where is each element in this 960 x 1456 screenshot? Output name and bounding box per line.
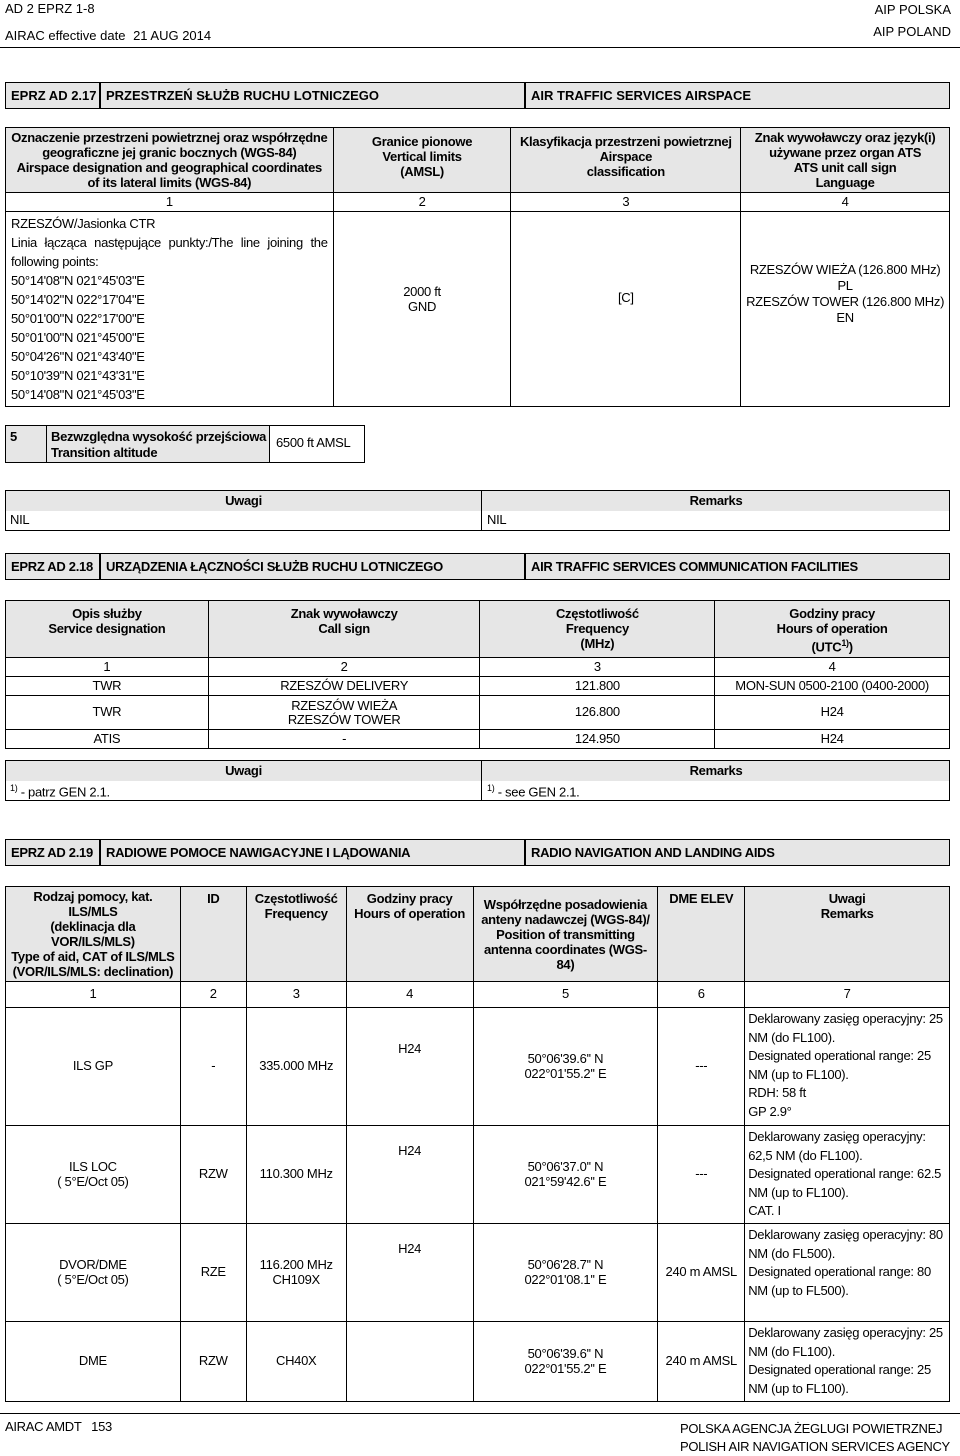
hours-cell: H24 [346, 1224, 473, 1322]
coords-cell: 50°06'37.0'' N 021°59'42.6'' E [473, 1126, 658, 1224]
agency-pl: POLSKA AGENCJA ŻEGLUGI POWIETRZNEJ [680, 1421, 943, 1436]
id-cell: RZW [180, 1322, 246, 1402]
col-num: 5 [473, 982, 658, 1008]
coords-cell: 50°06'39.6'' N 022°01'55.2'' E [473, 1008, 658, 1126]
table-row [6, 1224, 950, 1322]
remarks-header [6, 491, 949, 511]
table-row [6, 1322, 950, 1402]
section-code: EPRZ AD 2.19 [5, 839, 100, 866]
section-title-pl: URZĄDZENIA ŁĄCZNOŚCI SŁUŻB RUCHU LOTNICZEGO [100, 553, 525, 580]
section-2-19-bar [5, 839, 950, 866]
service-cell: ATIS [6, 730, 209, 749]
section-title-pl: RADIOWE POMOCE NAWIGACYJNE I LĄDOWANIA [100, 839, 525, 866]
col-num: 1 [6, 982, 181, 1008]
id-cell: RZE [180, 1224, 246, 1322]
remarks-head-pl: Uwagi [225, 493, 262, 508]
remarks-cell: Deklarowany zasięg operacyjny: 25 NM (do FL100). Designated operational range: 25 NM (up to FL100). RDH: 58 ft GP 2.9° [745, 1008, 950, 1126]
col-num: 1 [6, 193, 334, 212]
remarks-box [5, 490, 950, 531]
airac-date: 21 AUG 2014 [133, 28, 212, 43]
callsign-cell: RZESZÓW DELIVERY [208, 677, 480, 696]
classification-value: [C] [511, 212, 741, 407]
id-cell: RZW [180, 1126, 246, 1224]
freq-cell: 116.200 MHz CH109X [246, 1224, 346, 1322]
col-num: 4 [346, 982, 473, 1008]
divider [481, 491, 482, 530]
aid-type-cell: DVOR/DME ( 5°E/Oct 05) [6, 1224, 181, 1322]
aid-type-cell: ILS LOC ( 5°E/Oct 05) [6, 1126, 181, 1224]
col-hours: Godziny pracy Hours of operation [346, 887, 473, 982]
freq-cell: 124.950 [480, 730, 715, 749]
elev-cell: 240 m AMSL [658, 1322, 745, 1402]
ctr-lateral-limits [6, 212, 334, 407]
remarks-value-pl: NIL [10, 512, 30, 527]
page-id: AD 2 EPRZ 1-8 [5, 1, 95, 16]
header-divider [0, 47, 960, 48]
table-header-row [6, 128, 950, 193]
utc-note: (UTC$^{1)}$) [811, 638, 853, 655]
col-num: 7 [745, 982, 950, 1008]
col-callsign-language: Znak wywoławczy oraz język(i) używane przez organ ATS ATS unit call sign Language [741, 128, 950, 193]
table-header-row [6, 601, 950, 658]
col-classification: Klasyfikacja przestrzeni powietrznej Airspace classification [511, 128, 741, 193]
remarks-value-en: NIL [487, 512, 507, 527]
table-row [6, 212, 950, 407]
section-title-en: AIR TRAFFIC SERVICES AIRSPACE [525, 82, 950, 109]
elev-cell: --- [658, 1126, 745, 1224]
transition-altitude-label-box [5, 425, 270, 463]
aid-type-cell: DME [6, 1322, 181, 1402]
airac-effective [5, 29, 211, 44]
col-num: 3 [246, 982, 346, 1008]
section-2-18-bar [5, 553, 950, 580]
remarks-cell: Deklarowany zasięg operacyjny: 25 NM (do FL100). Designated operational range: 25 NM (up to FL100). [745, 1322, 950, 1402]
coord-point: 50°14'08"N 021°45'03"E [11, 387, 145, 402]
remarks-cell: Deklarowany zasięg operacyjny: 80 NM (do FL500). Designated operational range: 80 NM (up to FL500). [745, 1224, 950, 1322]
column-number-row [6, 193, 950, 212]
col-id: ID [180, 887, 246, 982]
freq-cell: 335.000 MHz [246, 1008, 346, 1126]
table-row [6, 730, 950, 749]
column-number-row [6, 982, 950, 1008]
section-code: EPRZ AD 2.18 [5, 553, 100, 580]
col-hours: Godziny pracy Hours of operation (UTC$^{1)}$) [715, 601, 950, 658]
callsign-value: RZESZÓW WIEŻA (126.800 MHz) PL RZESZÓW TOWER (126.800 MHz) EN [741, 212, 950, 407]
section-title-en: AIR TRAFFIC SERVICES COMMUNICATION FACILITIES [525, 553, 950, 580]
hours-cell: H24 [346, 1008, 473, 1126]
col-num: 2 [208, 658, 480, 677]
coords-cell: 50°06'39.6'' N 022°01'55.2'' E [473, 1322, 658, 1402]
transition-label: Bezwzględna wysokość przejściowa Transition altitude [51, 429, 267, 460]
aid-type-cell: ILS GP [6, 1008, 181, 1126]
divider [46, 426, 47, 462]
vertical-limits-value [333, 212, 511, 407]
col-num: 6 [658, 982, 745, 1008]
agency-en: POLISH AIR NAVIGATION SERVICES AGENCY [680, 1439, 950, 1454]
col-aid-type: Rodzaj pomocy, kat. ILS/MLS (deklinacja dla VOR/ILS/MLS) Type of aid, CAT of ILS/MLS (VOR/ILS/MLS: declination) [6, 887, 181, 982]
col-num: 3 [480, 658, 715, 677]
freq-cell: 110.300 MHz [246, 1126, 346, 1224]
col-num: 2 [180, 982, 246, 1008]
upper-limit: 2000 ft [403, 284, 441, 299]
col-remarks: Uwagi Remarks [745, 887, 950, 982]
freq-cell: 126.800 [480, 696, 715, 730]
section-title-pl: PRZESTRZEŃ SŁUŻB RUCHU LOTNICZEGO [100, 82, 525, 109]
hours-cell: H24 [715, 730, 950, 749]
coord-point: 50°10'39"N 021°43'31"E [11, 368, 145, 383]
col-frequency: Częstotliwość Frequency (MHz) [480, 601, 715, 658]
ctr-name: RZESZÓW/Jasionka CTR [11, 216, 156, 231]
remarks-header [6, 761, 949, 781]
divider [481, 761, 482, 800]
column-number-row [6, 658, 950, 677]
col-num: 4 [715, 658, 950, 677]
freq-cell: CH40X [246, 1322, 346, 1402]
section-title-en: RADIO NAVIGATION AND LANDING AIDS [525, 839, 950, 866]
remarks-value-en: $^{1)}$ - see GEN 2.1. [487, 783, 580, 800]
remarks-cell: Deklarowany zasięg operacyjny: 62,5 NM (do FL100). Designated operational range: 62.5 NM (up to FL100). CAT. I [745, 1126, 950, 1224]
remarks-head-en: Remarks [689, 493, 743, 508]
callsign-cell: - [208, 730, 480, 749]
table-header-row [6, 887, 950, 982]
section-code: EPRZ AD 2.17 [5, 82, 100, 109]
section-2-17-bar [5, 82, 950, 109]
col-frequency: Częstotliwość Frequency [246, 887, 346, 982]
ats-communication-table [5, 600, 950, 749]
ats-airspace-table [5, 127, 950, 407]
transition-altitude-value: 6500 ft AMSL [270, 425, 365, 463]
remarks-box [5, 760, 950, 801]
col-call-sign: Znak wywoławczy Call sign [208, 601, 480, 658]
line-joining-text-2: following points: [11, 254, 99, 269]
col-num: 4 [741, 193, 950, 212]
col-vertical-limits: Granice pionowe Vertical limits (AMSL) [333, 128, 511, 193]
lower-limit: GND [408, 298, 437, 314]
service-cell: TWR [6, 696, 209, 730]
radio-navigation-table [5, 886, 950, 1402]
id-cell: - [180, 1008, 246, 1126]
col-num: 3 [511, 193, 741, 212]
coord-point: 50°01'00"N 022°17'00"E [11, 311, 145, 326]
table-row [6, 696, 950, 730]
line-joining-text: Linia łącząca następujące punkty:/The line joining the [11, 235, 328, 250]
airac-amdt: AIRAC AMDT 153 [5, 1419, 112, 1434]
table-row [6, 1126, 950, 1224]
remarks-head-pl: Uwagi [225, 763, 262, 778]
remarks-head-en: Remarks [689, 763, 743, 778]
hours-cell [346, 1322, 473, 1402]
footer-divider [0, 1413, 960, 1414]
elev-cell: --- [658, 1008, 745, 1126]
col-antenna-coords: Współrzędne posadowienia anteny nadawczej (WGS-84)/ Position of transmitting antenna coordinates (WGS-84) [473, 887, 658, 982]
table-row [6, 1008, 950, 1126]
coord-point: 50°14'08"N 021°45'03"E [11, 273, 145, 288]
coord-point: 50°04'26"N 021°43'40"E [11, 349, 145, 364]
coords-cell: 50°06'28.7'' N 022°01'08.1'' E [473, 1224, 658, 1322]
elev-cell: 240 m AMSL [658, 1224, 745, 1322]
hours-cell: MON-SUN 0500-2100 (0400-2000) [715, 677, 950, 696]
aip-poland: AIP POLAND [873, 24, 951, 39]
callsign-cell: RZESZÓW WIEŻA RZESZÓW TOWER [208, 696, 480, 730]
freq-cell: 121.800 [480, 677, 715, 696]
col-airspace-designation: Oznaczenie przestrzeni powietrznej oraz współrzędne geograficzne jej granic bocznych (WGS-84) Airspace designation and geographical coordinates of its lateral limits (WGS-84) [6, 128, 334, 193]
coord-point: 50°01'00"N 021°45'00"E [11, 330, 145, 345]
hours-cell: H24 [346, 1126, 473, 1224]
hours-cell: H24 [715, 696, 950, 730]
col-num: 2 [333, 193, 511, 212]
col-service-designation: Opis służby Service designation [6, 601, 209, 658]
table-row [6, 677, 950, 696]
coord-point: 50°14'02"N 022°17'04"E [11, 292, 145, 307]
transition-num: 5 [10, 429, 17, 444]
remarks-value-pl: $^{1)}$ - patrz GEN 2.1. [10, 783, 110, 800]
col-dme-elev: DME ELEV [658, 887, 745, 982]
col-num: 1 [6, 658, 209, 677]
aip-polska: AIP POLSKA [874, 2, 951, 17]
airac-label: AIRAC effective date [5, 28, 126, 43]
service-cell: TWR [6, 677, 209, 696]
